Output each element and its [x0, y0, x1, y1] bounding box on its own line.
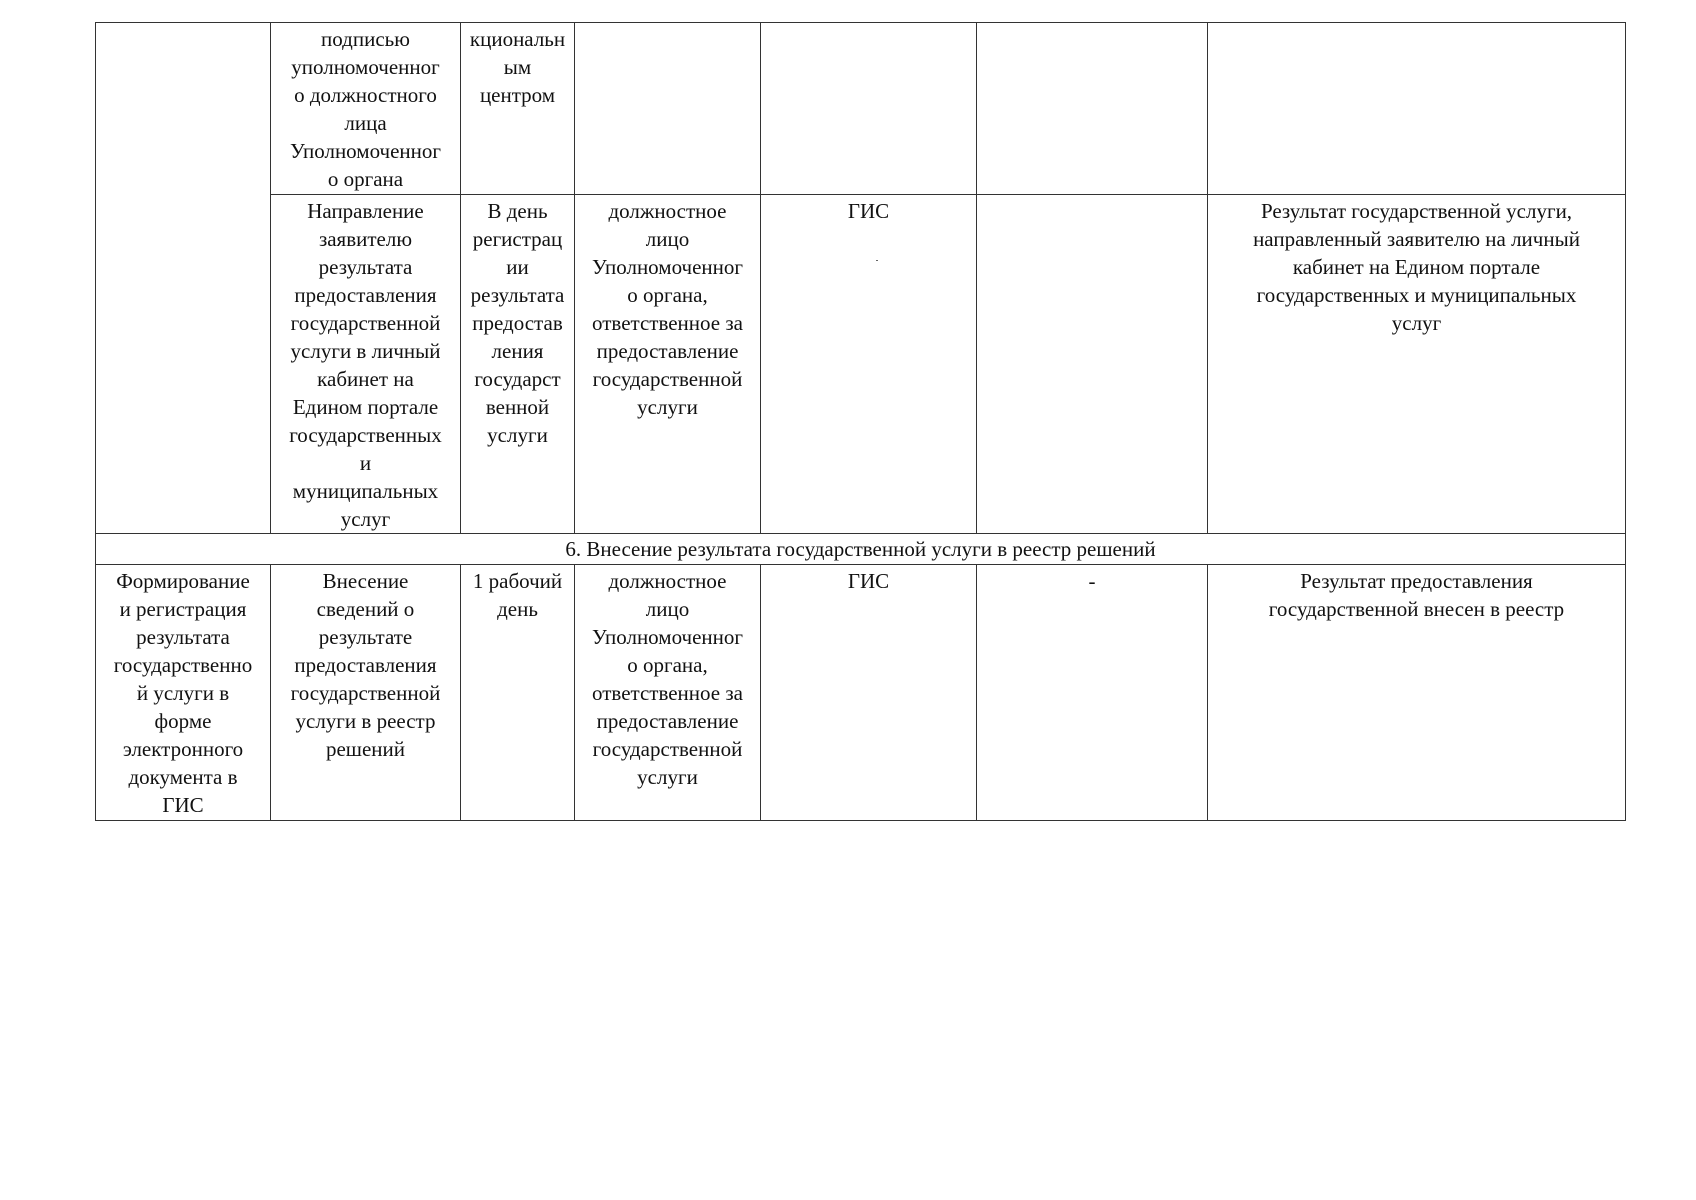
responsible-cell: [575, 23, 761, 195]
term-cell: [461, 23, 575, 195]
action-text: Внесение сведений о результате предоставления государственной услуги в реестр решений: [290, 569, 441, 761]
section-title: 6. Внесение результата государственной услуги в реестр решений: [565, 537, 1156, 561]
term-text: 1 рабочий день: [472, 569, 563, 621]
basis-text: Формирование и регистрация результата государственно й услуги в форме электронного документа в ГИС: [113, 569, 253, 817]
criteria-cell: [977, 195, 1208, 534]
table-row: [96, 23, 1626, 195]
action-cell: [271, 23, 461, 195]
term-text: В день регистрац ии результата предостав ления государст венной услуги: [470, 199, 565, 447]
result-cell: [1208, 195, 1626, 534]
system-cell: [761, 195, 977, 534]
term-text: кциональн ым центром: [469, 27, 566, 107]
system-text: ГИС: [847, 569, 890, 593]
responsible-cell: [575, 565, 761, 821]
system-cell: [761, 565, 977, 821]
result-text: Результат государственной услуги, направленный заявителю на личный кабинет на Едином портале государственных и муниципальных услуг: [1253, 199, 1580, 335]
action-cell: [271, 195, 461, 534]
section-title-cell: [96, 534, 1626, 565]
action-text: Направление заявителю результата предоставления государственной услуги в личный кабинет на Едином портале государственных и муниципальных услуг: [289, 199, 442, 531]
scan-speck: [876, 260, 878, 261]
basis-cell: [96, 565, 271, 821]
action-cell: [271, 565, 461, 821]
result-cell: [1208, 565, 1626, 821]
result-text: Результат предоставления государственной внесен в реестр: [1268, 569, 1565, 621]
system-text: ГИС: [847, 199, 890, 223]
result-cell: [1208, 23, 1626, 195]
table-row: [96, 565, 1626, 821]
system-cell: [761, 23, 977, 195]
criteria-cell: [977, 565, 1208, 821]
criteria-cell: [977, 23, 1208, 195]
table-row: [96, 195, 1626, 534]
term-cell: [461, 195, 575, 534]
criteria-text: -: [1088, 569, 1096, 593]
responsible-cell: [575, 195, 761, 534]
basis-cell-empty: [96, 23, 271, 534]
responsible-text: должностное лицо Уполномоченног о органа, ответственное за предоставление государственной услуги: [591, 199, 744, 419]
term-cell: [461, 565, 575, 821]
action-text: подписью уполномоченног о должностного лица Уполномоченног о органа: [289, 27, 442, 191]
procedures-table: [95, 22, 1626, 821]
section-heading-row: [96, 534, 1626, 565]
responsible-text: должностное лицо Уполномоченног о органа, ответственное за предоставление государственной услуги: [591, 569, 744, 789]
